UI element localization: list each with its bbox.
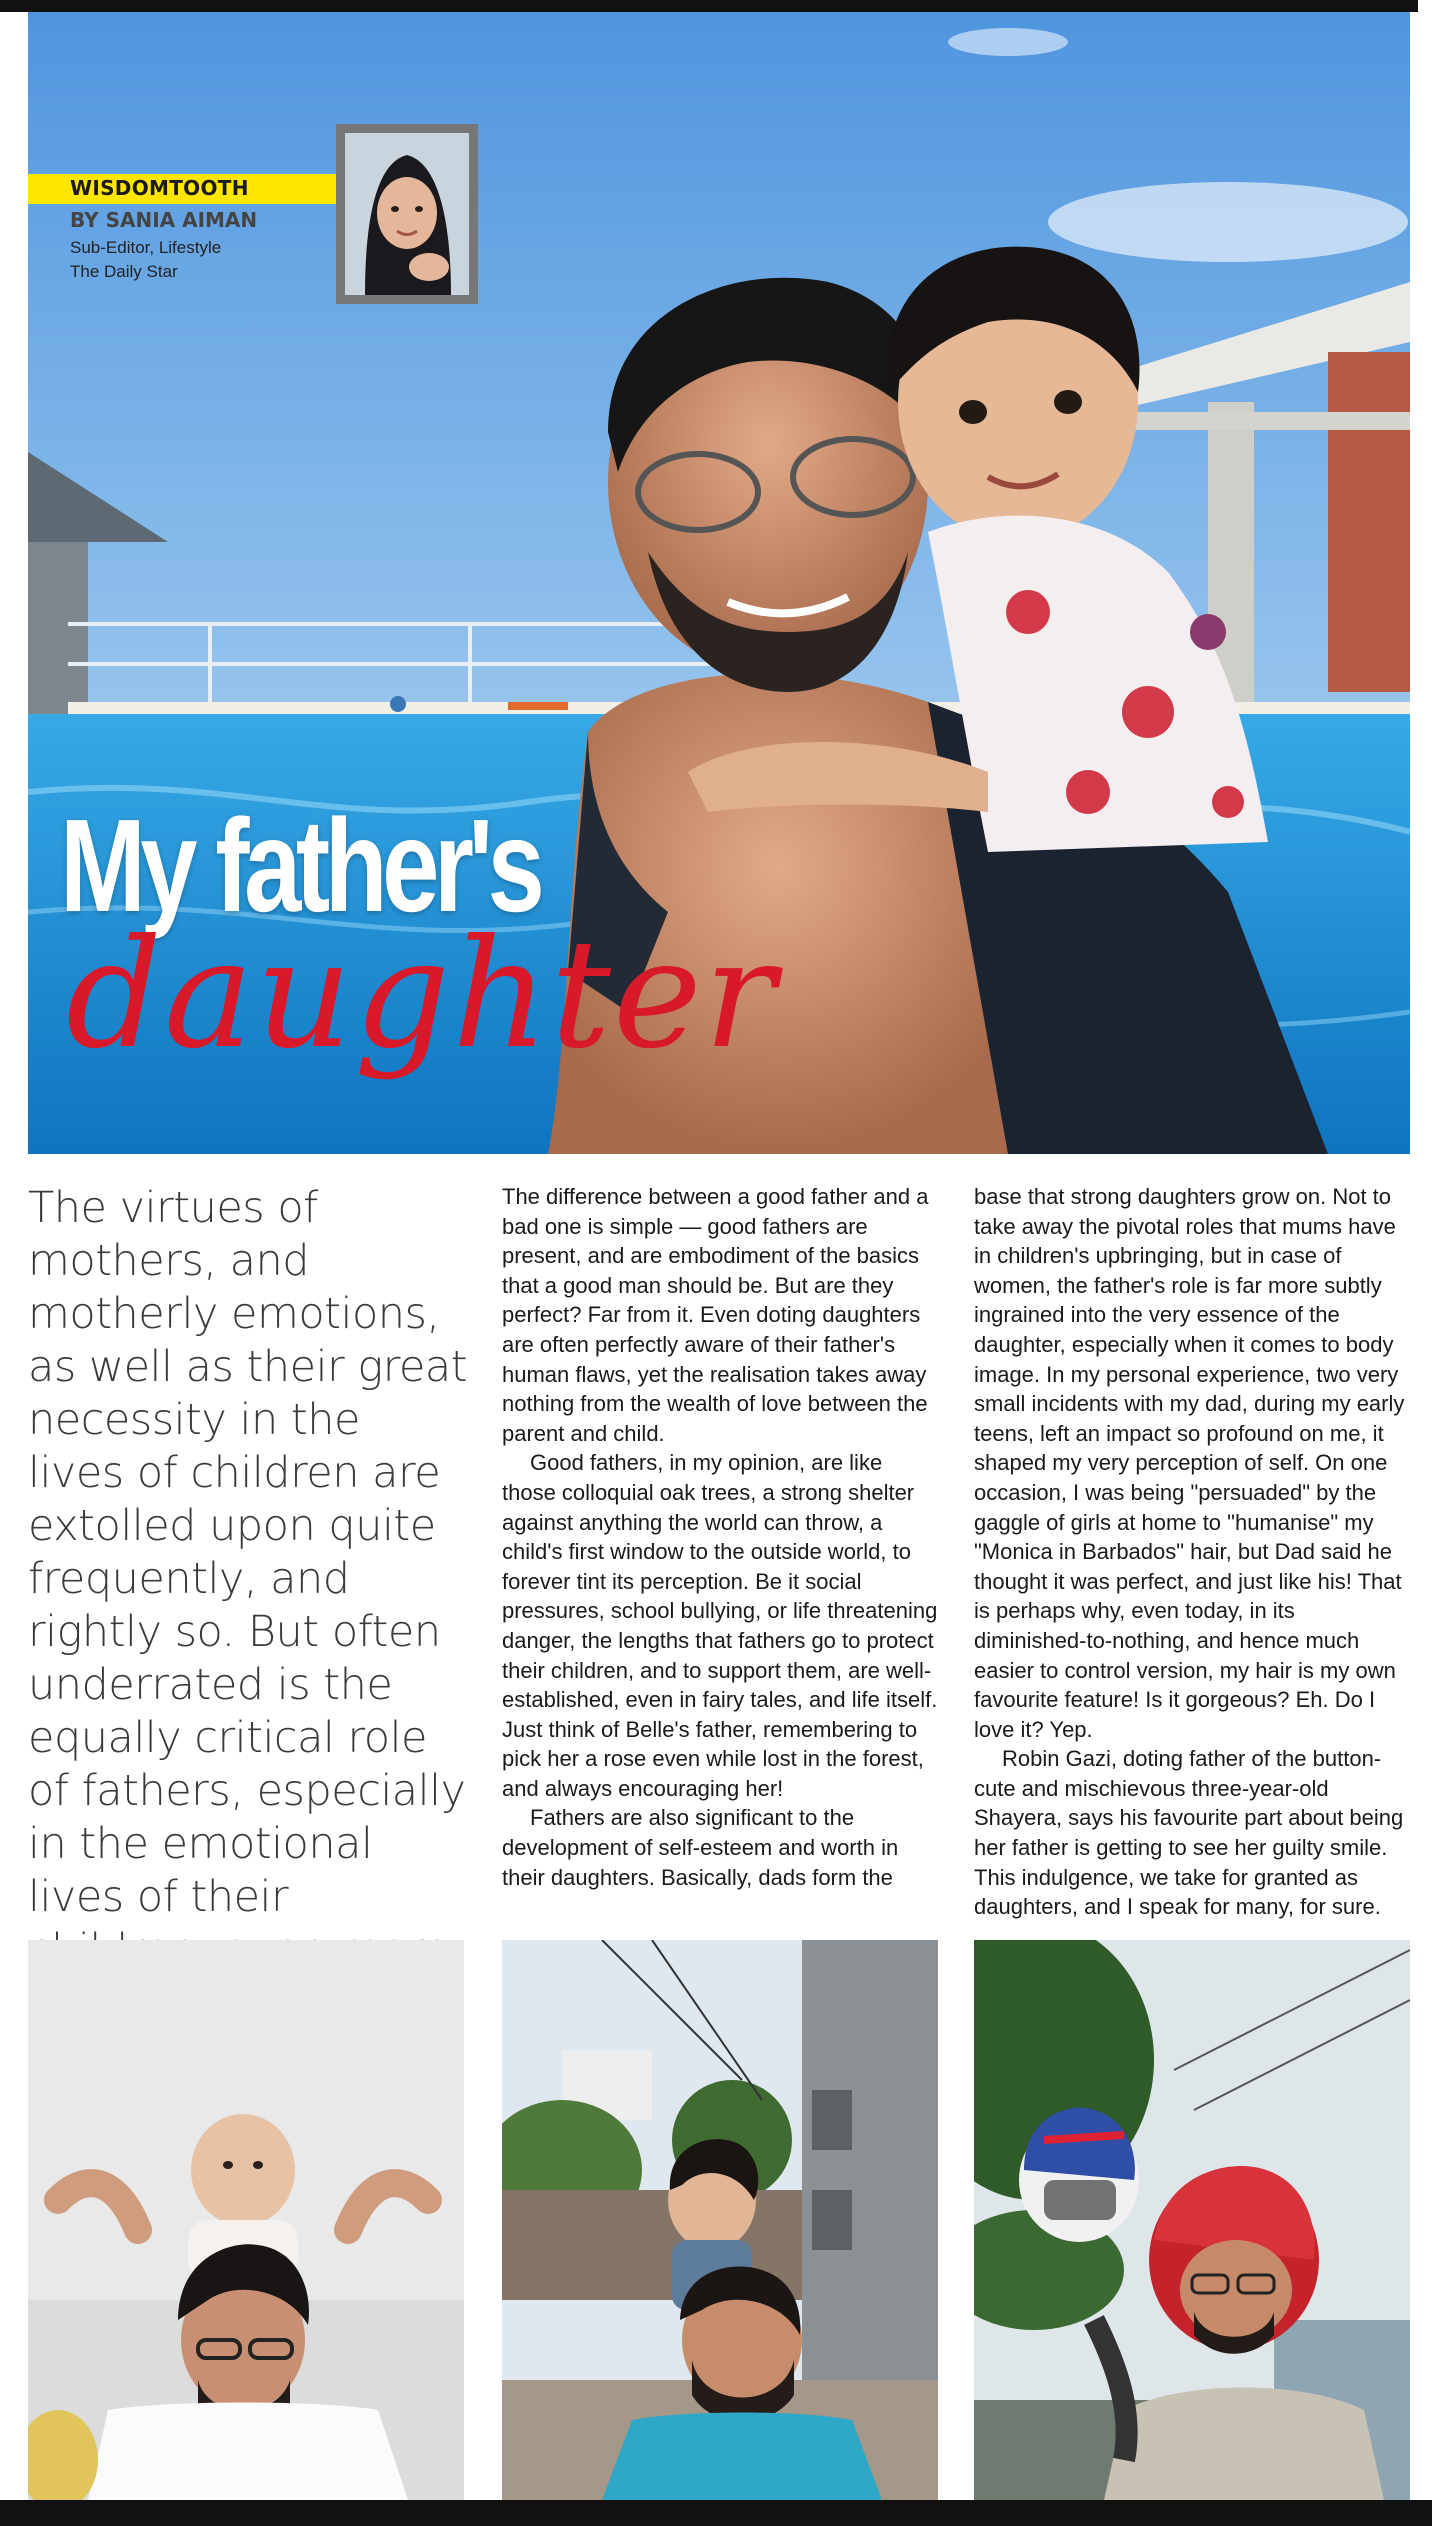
photo-baby-on-shoulders (28, 1940, 464, 2500)
headline-line-1: My father's (60, 792, 540, 939)
headline-line-2: daughter (66, 908, 778, 1082)
author-role: Sub-Editor, Lifestyle (70, 238, 222, 257)
author-portrait (345, 133, 469, 295)
article-column-2 (502, 1182, 942, 1892)
section-kicker: WISDOMTOOTH (70, 176, 249, 200)
author-photo (336, 124, 478, 304)
paragraph: base that strong daughters grow on. Not to take away the pivotal roles that mums have in children's upbringing, but in case of women, the father's role is far more subtly ingrained into the very essence of the daughter, especially when it comes to body image. In my personal experience, two very small incidents with my dad, during my early teens, left an impact so profound on me, it shaped my very perception of self. On one occasion, I was being "persuaded" by the gaggle of girls at home to "humanise" my "Monica in Barbados" hair, but Dad said he thought it was perfect, and just like his! That is perhaps why, even today, in its diminished-to-nothing, and hence much easier to control version, my hair is my own favourite feature! Is it gorgeous? Eh. Do I love it? Yep. (974, 1184, 1405, 1742)
photo-illustration-1 (28, 1940, 464, 2500)
photo-illustration-2 (502, 1940, 938, 2500)
lede-paragraph: The virtues of mothers, and motherly emotions, as well as their great necessity in the lives of children are extolled upon quite frequently, and rightly so. But often underrated is the equally critical role of fathers, especially in the emotional lives of their (28, 1183, 468, 1922)
author-byline: BY SANIA AIMAN (70, 208, 258, 232)
paragraph: Robin Gazi, doting father of the button-cute and mischievous three-year-old Shayera, says his favourite part about being her father is getting to see her guilty smile. This indulgence, we take for granted as daughters, and I speak for many, for sure. (974, 1746, 1404, 1920)
page-bottom-border (0, 2500, 1432, 2526)
paragraph: Good fathers, in my opinion, are like those colloquial oak trees, a strong shelter against anything the world can throw, a child's first window to the outside world, to forever tint its perception. Be it social pressures, school bullying, or life threatening danger, the lengths that fathers go to protect their children, and to support them, are well-established, even in fairy tales, and life itself. Just think of Belle's father, remembering to pick her a rose even while lost in the forest, and always encouraging her! (502, 1450, 938, 1801)
paragraph: Fathers are also significant to the development of self-esteem and worth in their daughters. Basically, dads form the (502, 1805, 899, 1890)
photo-girl-on-shoulders (502, 1940, 938, 2500)
paragraph: The difference between a good father and a bad one is simple — good fathers are present, and are embodiment of the basics that a good man should be. But are they perfect? Far from it. Even doting daughters are often perfectly aware of their father's human flaws, yet the realisation takes away nothing from the wealth of love between the parent and child. (502, 1184, 929, 1446)
photo-illustration-3 (974, 1940, 1410, 2500)
publication-name: The Daily Star (70, 262, 178, 281)
photo-motorbike-helmets (974, 1940, 1410, 2500)
article-column-3 (974, 1182, 1410, 1922)
page-top-border (0, 0, 1432, 12)
page-right-margin (1418, 0, 1432, 2526)
